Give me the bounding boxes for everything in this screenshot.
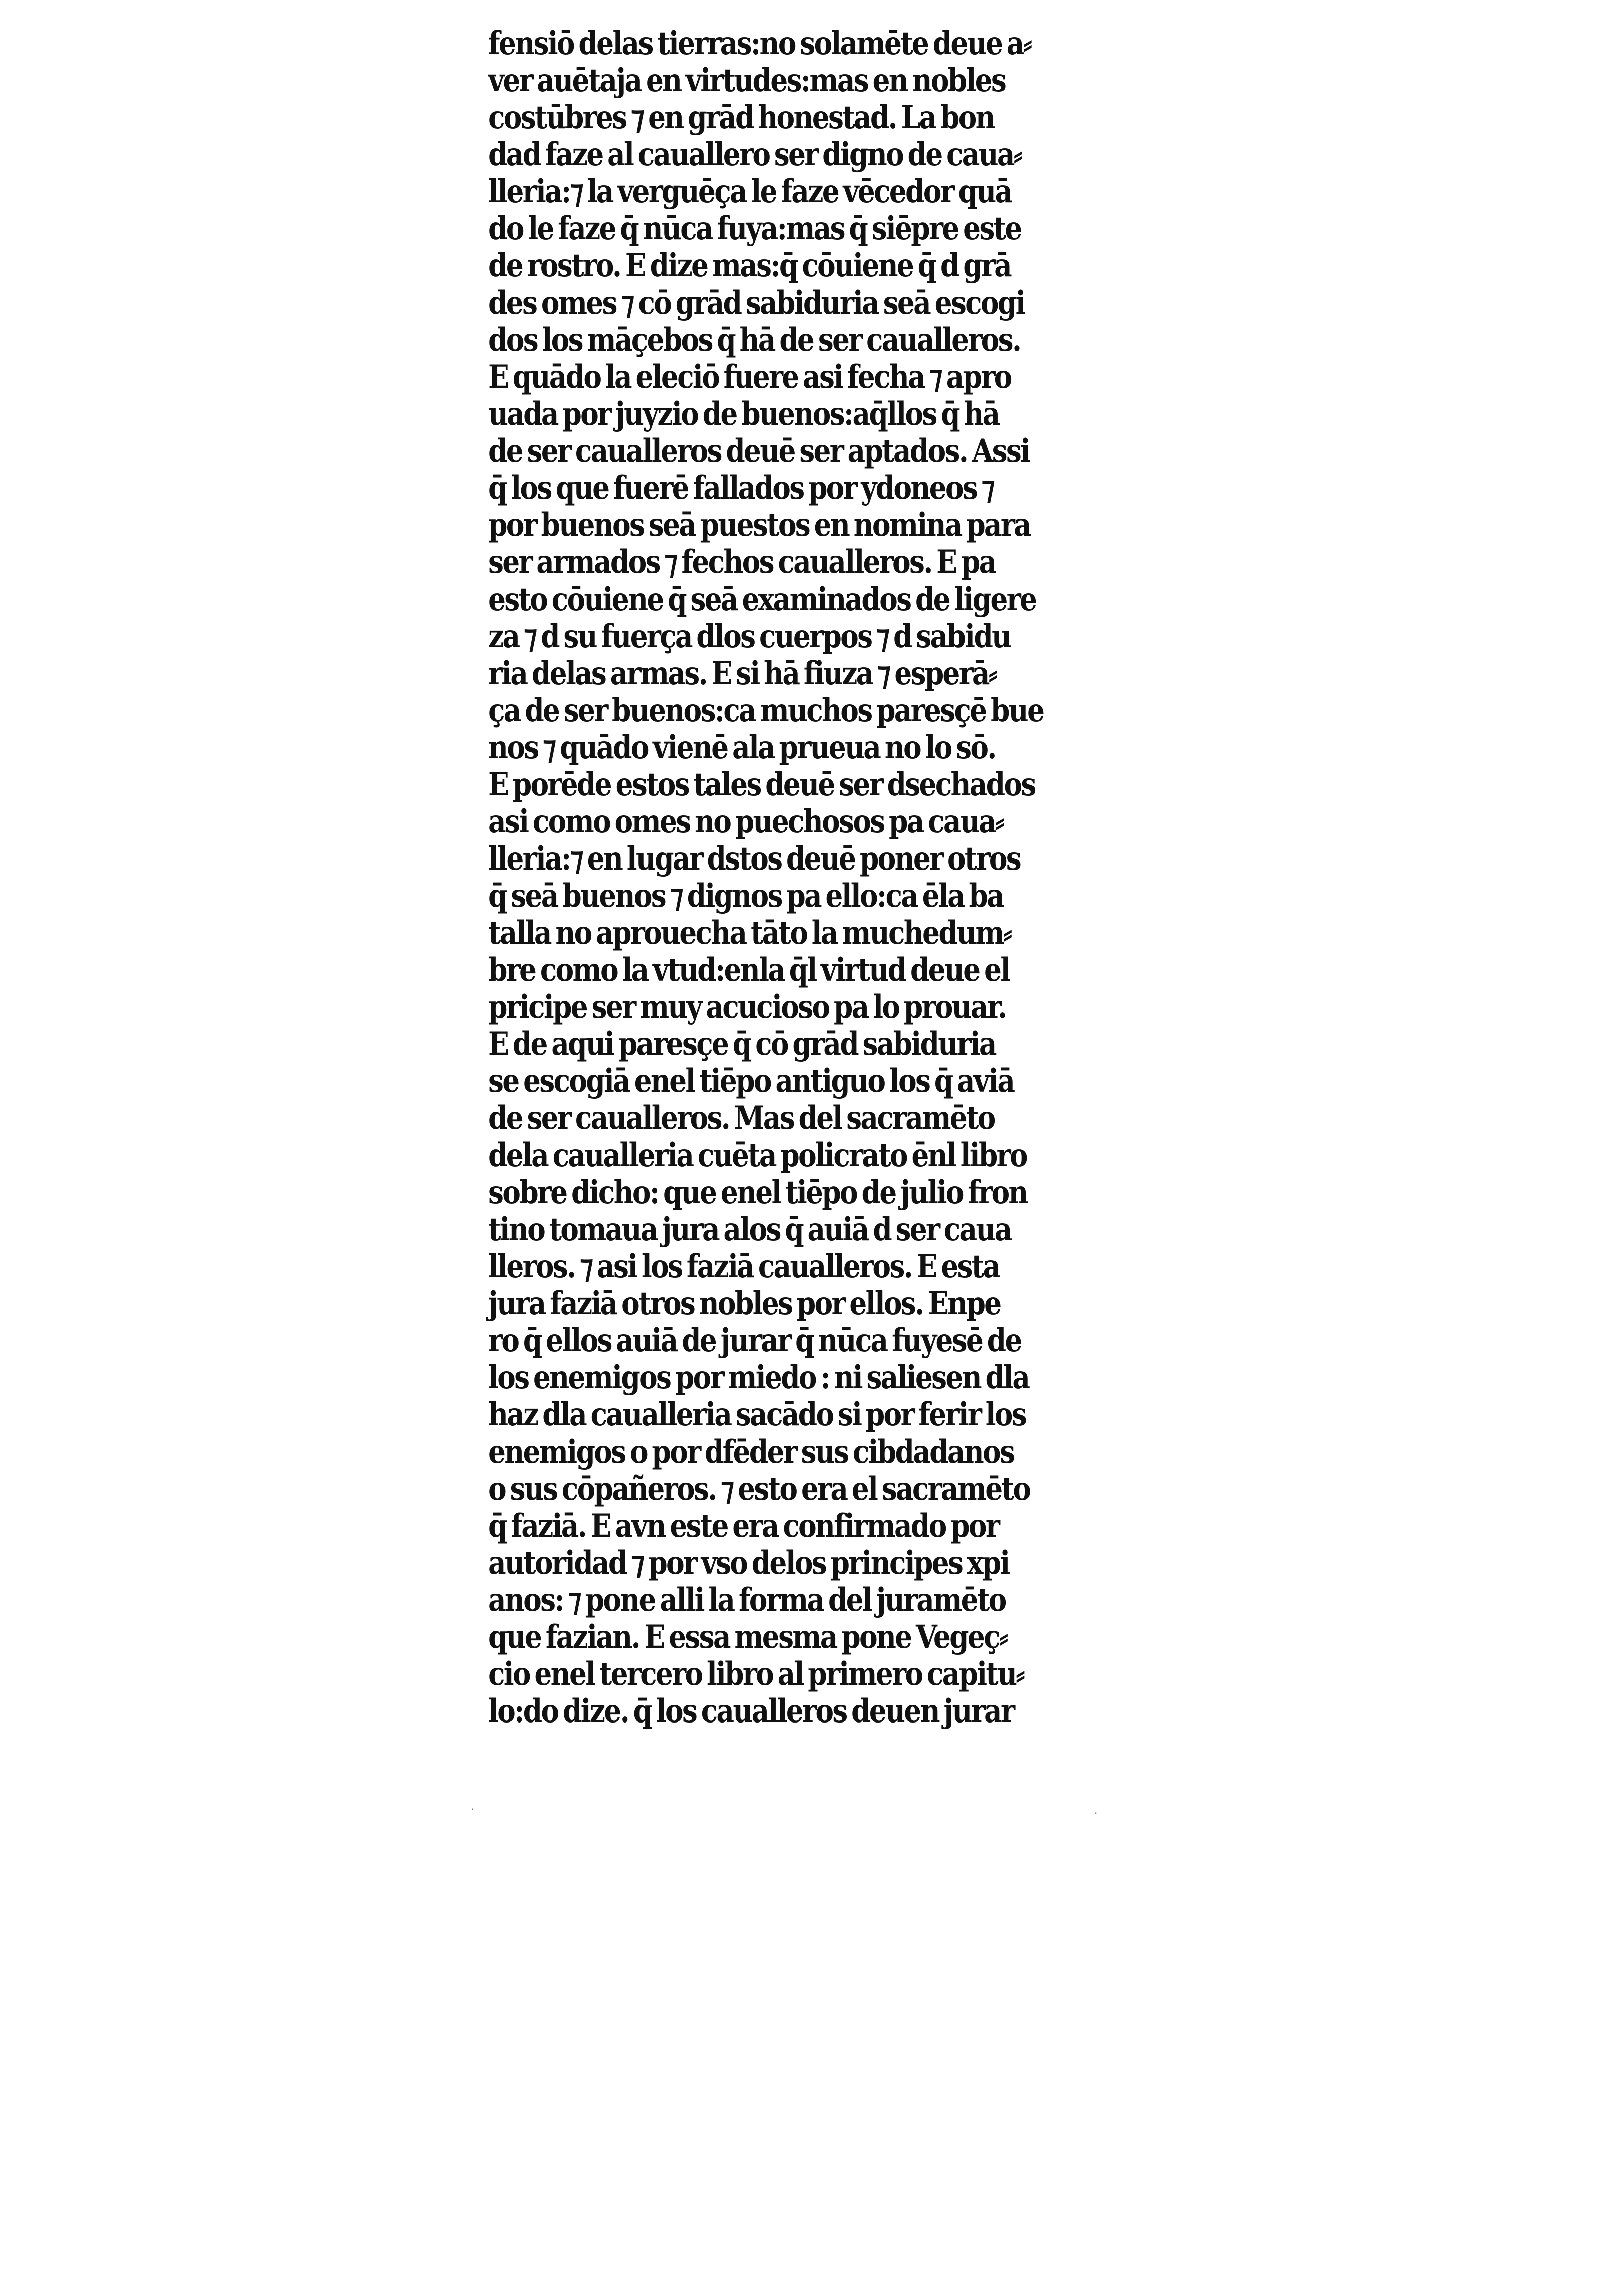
text-line: E de aqui paresçe q̄ cō grād sabiduria xyxy=(488,1025,996,1063)
text-line: los enemigos por miedo : ni saliesen dla xyxy=(488,1359,1029,1396)
text-line: de rostro. E dize mas:q̄ cōuiene q̄ d grā xyxy=(488,247,1011,284)
text-line: enemigos o por dfēder sus cibdadanos xyxy=(488,1433,1014,1471)
text-line: autoridad ⁊ por vso delos principes xpi xyxy=(488,1544,1009,1582)
text-line: E porēde estos tales deuē ser dsechados xyxy=(488,766,1035,803)
text-line: des omes ⁊ cō grād sabiduria seā escogi xyxy=(488,284,1025,322)
text-line: tino tomaua jura alos q̄ auiā d ser caua xyxy=(488,1211,1011,1248)
text-line: dela caualleria cuēta policrato ēnl libro xyxy=(488,1136,1027,1174)
text-line: nos ⁊ quādo vienē ala prueua no lo sō. xyxy=(488,729,996,766)
text-line: dad faze al cauallero ser digno de caua⸗ xyxy=(488,136,1022,173)
text-line: por buenos seā puestos en nomina para xyxy=(488,506,1031,544)
text-column xyxy=(488,25,1134,1730)
text-line: o sus cōpañeros. ⁊ esto era el sacramēto xyxy=(488,1470,1030,1508)
text-line: ver auētaja en virtudes:mas en nobles xyxy=(488,62,1006,99)
text-line: talla no aprouecha tāto la muchedum⸗ xyxy=(488,914,1011,952)
text-line: lleros. ⁊ asi los faziā caualleros. E esta xyxy=(488,1248,1000,1285)
text-line: pricipe ser muy acucioso pa lo prouar. xyxy=(488,988,1006,1026)
text-line: q̄ faziā. E avn este era confirmado por xyxy=(488,1507,999,1545)
text-line: asi como omes no puechosos pa caua⸗ xyxy=(488,803,1003,840)
text-line: uada por juyzio de buenos:aq̄llos q̄ hā xyxy=(488,395,999,433)
text-line: dos los māçebos q̄ hā de ser caualleros. xyxy=(488,321,1021,359)
text-line: q̄ los que fuerē fallados por ydoneos ⁊ xyxy=(488,469,994,507)
text-line: anos: ⁊ pone alli la forma del juramēto xyxy=(488,1581,1006,1619)
text-line: haz dla caualleria sacādo si por ferir los xyxy=(488,1396,1026,1433)
margin-speck: · xyxy=(1094,1807,1098,1819)
text-line: se escogiā enel tiēpo antiguo los q̄ aviā xyxy=(488,1062,1014,1100)
text-line: lleria:⁊ la verguēça le faze vēcedor quā xyxy=(488,173,1012,210)
text-line: fensiō delas tierras:no solamēte deue a⸗ xyxy=(488,25,1031,62)
text-line: q̄ seā buenos ⁊ dignos pa ello:ca ēla ba xyxy=(488,877,1004,915)
text-line: lo:do dize. q̄ los caualleros deuen jurar xyxy=(488,1692,1014,1730)
margin-speck: · xyxy=(471,1803,474,1815)
text-line: do le faze q̄ nūca fuya:mas q̄ siēpre este xyxy=(488,210,1021,247)
text-line: ser armados ⁊ fechos caualleros. E pa xyxy=(488,543,996,581)
text-line: ro q̄ ellos auiā de jurar q̄ nūca fuyesē de xyxy=(488,1322,1021,1359)
text-line: bre como la vtud:enla q̄l virtud deue el xyxy=(488,951,1010,989)
text-line: cio enel tercero libro al primero capitu⸗ xyxy=(488,1655,1024,1693)
text-line: de ser caualleros. Mas del sacramēto xyxy=(488,1099,995,1137)
text-line: que fazian. E essa mesma pone Vegeç⸗ xyxy=(488,1618,1007,1656)
text-line: jura faziā otros nobles por ellos. Enpe xyxy=(488,1285,1001,1322)
text-line: costūbres ⁊ en grād honestad. La bon xyxy=(488,99,994,136)
text-line: sobre dicho: que enel tiēpo de julio fron xyxy=(488,1174,1027,1211)
text-line: za ⁊ d su fuerça dlos cuerpos ⁊ d sabidu xyxy=(488,618,1011,655)
text-line: E quādo la eleciō fuere asi fecha ⁊ apro xyxy=(488,358,1011,396)
text-line: esto cōuiene q̄ seā examinados de ligere xyxy=(488,581,1036,618)
text-line: de ser caualleros deuē ser aptados. Assi xyxy=(488,432,1030,470)
text-line: ça de ser buenos:ca muchos paresçē bue xyxy=(488,692,1044,729)
text-line: ria delas armas. E si hā fiuza ⁊ esperā⸗ xyxy=(488,655,997,692)
text-line: lleria:⁊ en lugar dstos deuē poner otros xyxy=(488,840,1021,878)
